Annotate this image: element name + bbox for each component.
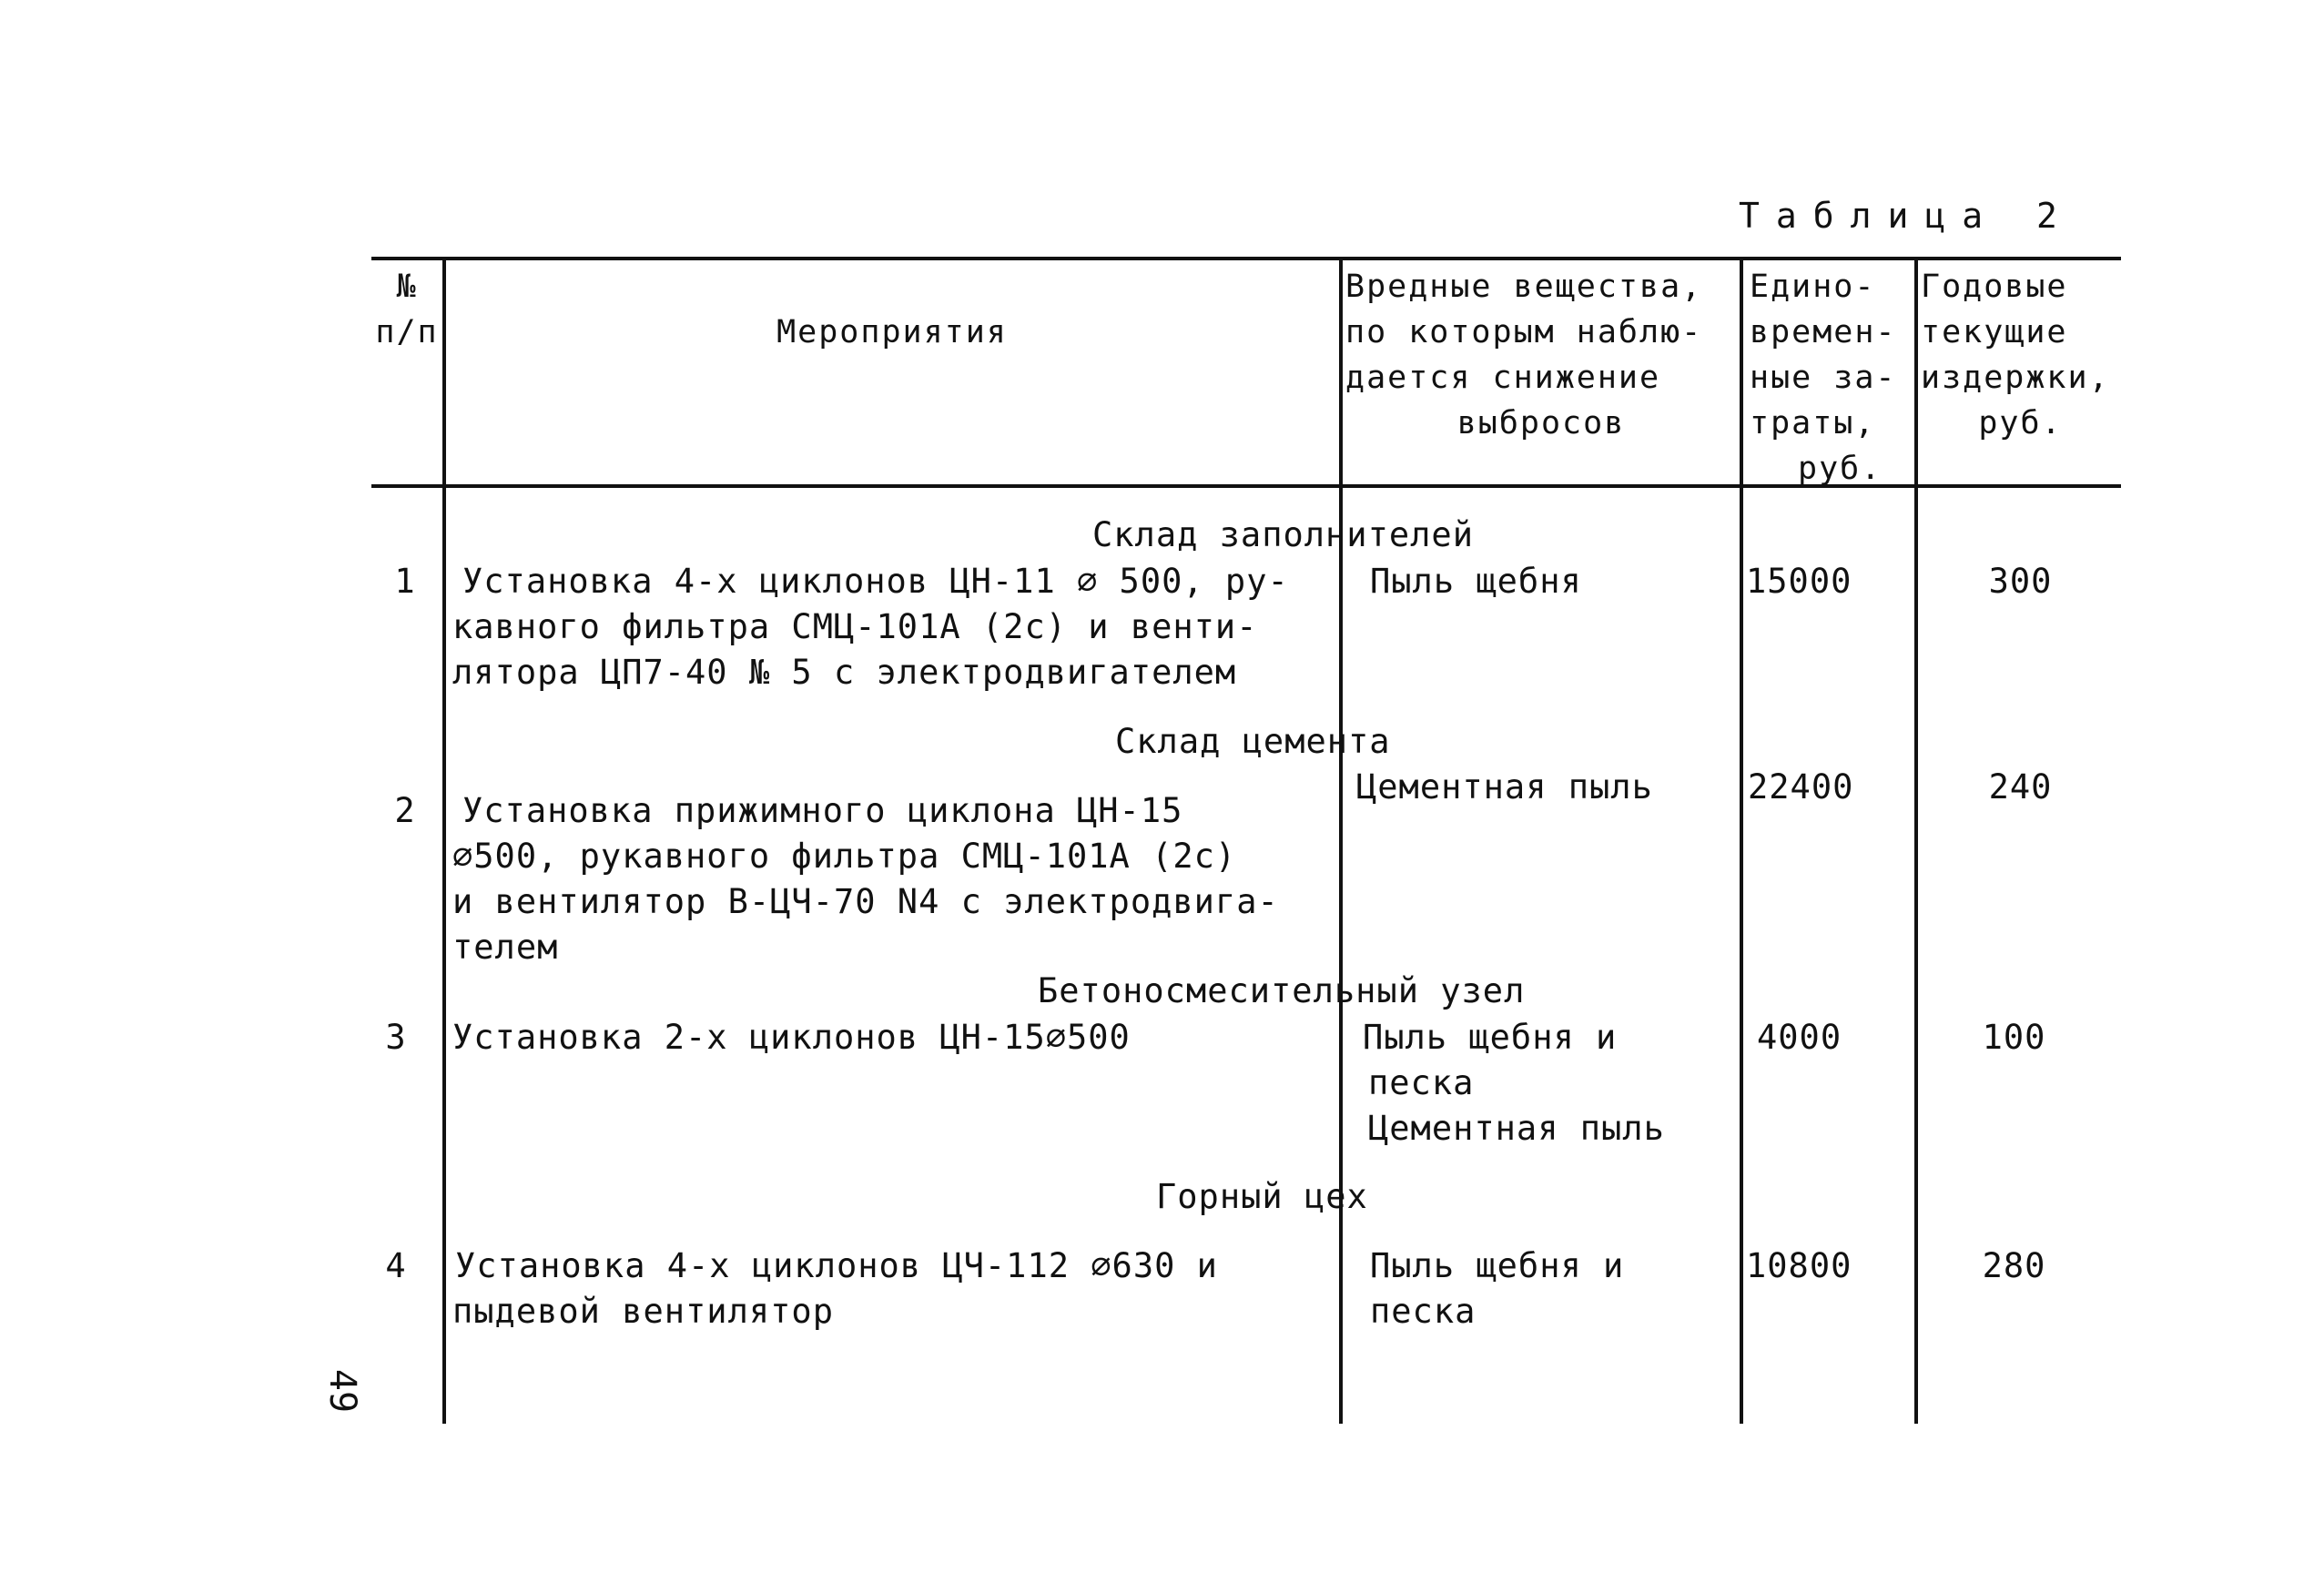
row-measure-line: и вентилятор В-ЦЧ-70 N4 с электродвига- — [452, 882, 1279, 921]
row-number: 2 — [394, 791, 416, 830]
row-substance-line: Цементная пыль — [1356, 767, 1653, 807]
section-title: Бетоносмесительный узел — [1038, 971, 1526, 1010]
row-substance-line: Цементная пыль — [1368, 1109, 1665, 1148]
row-annual-cost: 100 — [1982, 1018, 2046, 1057]
row-substance-line: Пыль щебня — [1370, 562, 1582, 601]
header-num-label: п/п — [375, 314, 439, 350]
row-measure-line: телем — [452, 928, 559, 967]
header-annual-line-3: издержки, — [1921, 360, 2110, 396]
row-measure-line: лятора ЦП7-40 № 5 с электродвигателем — [452, 653, 1237, 692]
header-onetime-line-1: Едино- — [1750, 269, 1876, 305]
row-measure-line: Установка 4-х циклонов ЦН-11 ∅ 500, ру- — [462, 562, 1289, 601]
row-annual-cost: 280 — [1982, 1246, 2046, 1285]
page-number: 49 — [321, 1368, 364, 1414]
header-annual-line-1: Годовые — [1921, 269, 2068, 305]
header-annual-line-2: текущие — [1921, 314, 2068, 350]
row-number: 4 — [385, 1246, 407, 1285]
row-onetime-cost: 4000 — [1757, 1018, 1842, 1057]
row-substance-line: песка — [1368, 1063, 1475, 1102]
header-substances-line-1: Вредные вещества, — [1345, 269, 1703, 305]
section-title: Горный цех — [1156, 1177, 1368, 1216]
header-onetime-line-5: руб. — [1798, 451, 1883, 487]
header-onetime-line-4: траты, — [1750, 405, 1876, 441]
row-annual-cost: 240 — [1988, 767, 2053, 807]
row-number: 3 — [385, 1018, 407, 1057]
header-num-symbol: № — [396, 269, 418, 305]
row-measure-line: Установка 2-х циклонов ЦН-15∅500 — [452, 1018, 1131, 1057]
row-annual-cost: 300 — [1988, 562, 2053, 601]
row-onetime-cost: 22400 — [1748, 767, 1854, 807]
row-substance-line: песка — [1370, 1292, 1477, 1331]
section-title: Склад цемента — [1115, 722, 1391, 761]
section-title: Склад заполнителей — [1092, 515, 1474, 554]
header-onetime-line-3: ные за- — [1750, 360, 1897, 396]
row-measure-line: Установка прижимного циклона ЦН-15 — [462, 791, 1183, 830]
row-onetime-cost: 15000 — [1746, 562, 1852, 601]
row-measure-line: ∅500, рукавного фильтра СМЦ-101А (2с) — [452, 837, 1237, 876]
header-annual-line-4: руб. — [1978, 405, 2063, 441]
row-number: 1 — [394, 562, 416, 601]
row-substance-line: Пыль щебня и — [1370, 1246, 1625, 1285]
row-measure-line: кавного фильтра СМЦ-101А (2с) и венти- — [452, 607, 1258, 646]
table-top-rule — [371, 257, 2121, 260]
row-substance-line: Пыль щебня и — [1363, 1018, 1618, 1057]
header-substances-line-4: выбросов — [1456, 405, 1626, 441]
row-measure-line: Установка 4-х циклонов ЦЧ-112 ∅630 и — [455, 1246, 1218, 1285]
column-divider-1 — [442, 259, 446, 1424]
header-onetime-line-2: времен- — [1750, 314, 1897, 350]
column-divider-2 — [1339, 259, 1343, 1424]
row-measure-line: пыдевой вентилятор — [452, 1292, 834, 1331]
header-measures: Мероприятия — [776, 314, 1008, 350]
header-substances-line-2: по которым наблю- — [1345, 314, 1703, 350]
table-caption: Таблица 2 — [1739, 196, 2074, 236]
row-onetime-cost: 10800 — [1746, 1246, 1852, 1285]
column-divider-3 — [1740, 259, 1743, 1424]
header-substances-line-3: дается снижение — [1345, 360, 1661, 396]
